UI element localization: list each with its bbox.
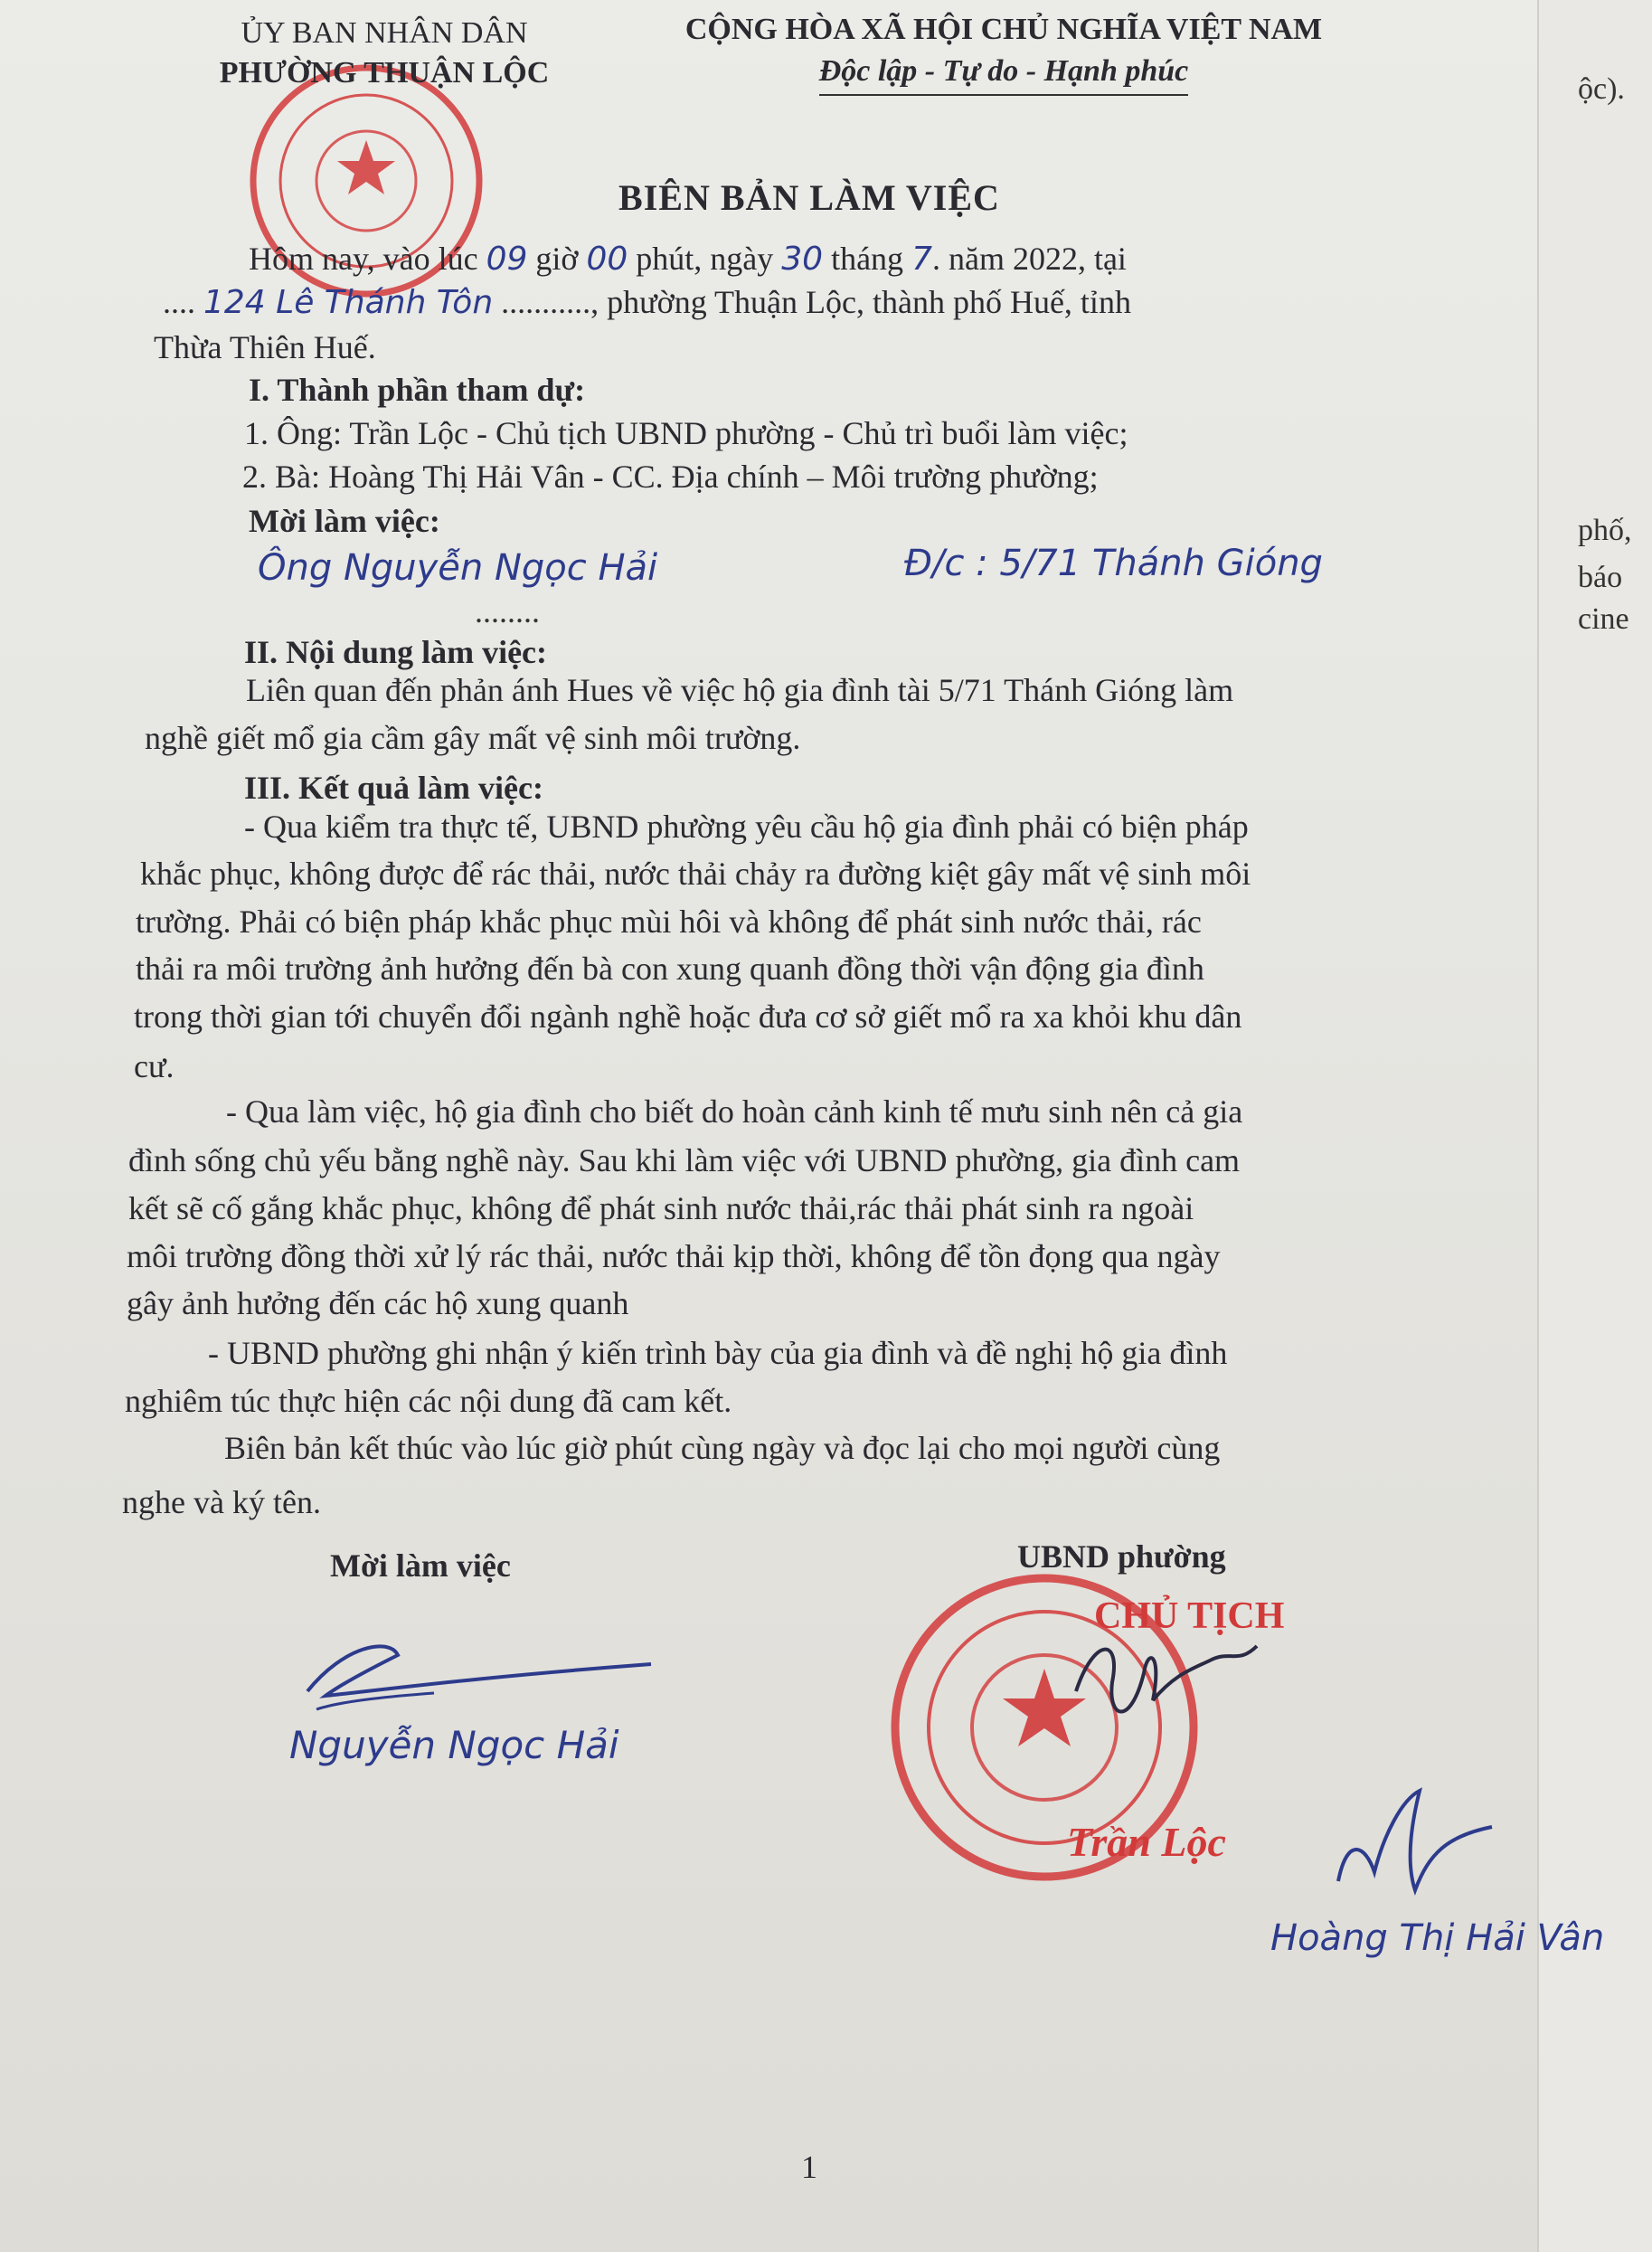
result-line-5: trong thời gian tới chuyển đổi ngành nghề hoặc đưa cơ sở giết mổ ra xa khỏi khu dân: [134, 998, 1242, 1035]
issuing-authority: [181, 14, 588, 93]
invitee-address: Đ/c : 5/71 Thánh Gióng: [904, 543, 1323, 584]
invite-label: Mời làm việc:: [249, 503, 440, 539]
side-fragment-1: ộc).: [1578, 72, 1625, 106]
result-line-8: đình sống chủ yếu bằng nghề này. Sau khi làm việc với UBND phường, gia đình cam: [128, 1142, 1241, 1178]
participant-2: 2. Bà: Hoàng Thị Hải Vân - CC. Địa chính – Môi trường phường;: [242, 459, 1099, 495]
result-line-13: nghiêm túc thực hiện các nội dung đã cam kết.: [125, 1383, 732, 1419]
intro-text-d: tháng: [831, 241, 904, 277]
intro-day: 30: [781, 241, 824, 278]
result-line-4: thải ra môi trường ảnh hưởng đến bà con xung quanh đồng thời vận động gia đình: [136, 951, 1204, 987]
result-line-11: gây ảnh hưởng đến các hộ xung quanh: [127, 1285, 629, 1321]
intro-minute: 00: [586, 241, 628, 278]
intro-text-f: ..........., phường Thuận Lộc, thành phố Huế, tỉnh: [501, 284, 1131, 320]
content-line-2: nghề giết mổ gia cầm gây mất vệ sinh môi trường.: [145, 720, 801, 756]
intro-place: 124 Lê Thánh Tôn: [203, 284, 494, 321]
signature-right-role: CHỦ TỊCH: [1094, 1595, 1285, 1637]
section-3-heading: III. Kết quả làm việc:: [244, 770, 543, 806]
result-line-10: môi trường đồng thời xử lý rác thải, nước thải kịp thời, không để tồn đọng qua ngày: [127, 1238, 1221, 1274]
authority-line-2: PHƯỜNG THUẬN LỘC: [219, 56, 550, 90]
page-number: 1: [801, 2149, 817, 2185]
national-header: [615, 9, 1392, 96]
intro-text-e: . năm 2022, tại: [931, 241, 1127, 277]
intro-line-3: Thừa Thiên Huế.: [154, 329, 376, 365]
signer-name-right: Trần Lộc: [1067, 1819, 1226, 1865]
intro-hour: 09: [486, 241, 528, 278]
signer-name-left: Nguyễn Ngọc Hải: [289, 1723, 619, 1767]
intro-line-2: [163, 283, 1131, 321]
result-line-1: - Qua kiểm tra thực tế, UBND phường yêu cầu hộ gia đình phải có biện pháp: [244, 809, 1249, 845]
intro-dots: ....: [163, 284, 195, 320]
national-motto: Độc lập - Tự do - Hạnh phúc: [819, 51, 1189, 96]
participant-1: 1. Ông: Trần Lộc - Chủ tịch UBND phường - Chủ trì buổi làm việc;: [244, 415, 1128, 451]
result-line-9: kết sẽ cố gắng khắc phục, không để phát sinh nước thải,rác thải phát sinh ra ngoài: [128, 1190, 1194, 1226]
result-line-3: trường. Phải có biện pháp khắc phục mùi hôi và không để phát sinh nước thải, rác: [136, 904, 1202, 940]
side-fragment-3: báo: [1578, 561, 1623, 594]
signature-tran-loc: [1058, 1619, 1275, 1755]
side-fragment-4: cine: [1578, 602, 1629, 636]
document-title: BIÊN BẢN LÀM VIỆC: [618, 177, 1000, 218]
section-1-heading: I. Thành phần tham dự:: [249, 372, 586, 408]
closing-line-2: nghe và ký tên.: [122, 1484, 321, 1520]
content-line-1: Liên quan đến phản ánh Hues về việc hộ gia đình tài 5/71 Thánh Gióng làm: [246, 672, 1234, 708]
trailing-dots: ........: [475, 593, 540, 629]
nation-name: CỘNG HÒA XÃ HỘI CHỦ NGHĨA VIỆT NAM: [684, 13, 1323, 46]
signer-name-extra: Hoàng Thị Hải Vân: [1270, 1917, 1605, 1959]
intro-text-c: phút, ngày: [636, 241, 774, 277]
closing-line-1: Biên bản kết thúc vào lúc giờ phút cùng ngày và đọc lại cho mọi người cùng: [224, 1430, 1221, 1466]
intro-month: 7: [911, 241, 932, 278]
result-line-2: khắc phục, không được để rác thải, nước thải chảy ra đường kiệt gây mất vệ sinh môi: [140, 856, 1251, 892]
result-line-7: - Qua làm việc, hộ gia đình cho biết do hoàn cảnh kinh tế mưu sinh nên cả gia: [226, 1093, 1243, 1130]
intro-text-a: Hôm nay, vào lúc: [249, 241, 478, 277]
signature-left-title: Mời làm việc: [330, 1547, 511, 1584]
side-fragment-2: phố,: [1578, 514, 1632, 547]
result-line-6: cư.: [134, 1048, 175, 1084]
signature-hoang-thi-hai-van: [1311, 1782, 1501, 1908]
result-line-12: - UBND phường ghi nhận ý kiến trình bày của gia đình và đề nghị hộ gia đình: [208, 1335, 1228, 1371]
intro-line-1: [249, 240, 1127, 278]
adjacent-page-strip: [1537, 0, 1652, 2252]
intro-text-b: giờ: [535, 241, 579, 277]
signature-right-title: UBND phường: [1017, 1538, 1226, 1575]
invitee-name: Ông Nguyễn Ngọc Hải: [258, 547, 658, 589]
authority-line-1: ỦY BAN NHÂN DÂN: [241, 16, 528, 50]
section-2-heading: II. Nội dung làm việc:: [244, 634, 548, 670]
